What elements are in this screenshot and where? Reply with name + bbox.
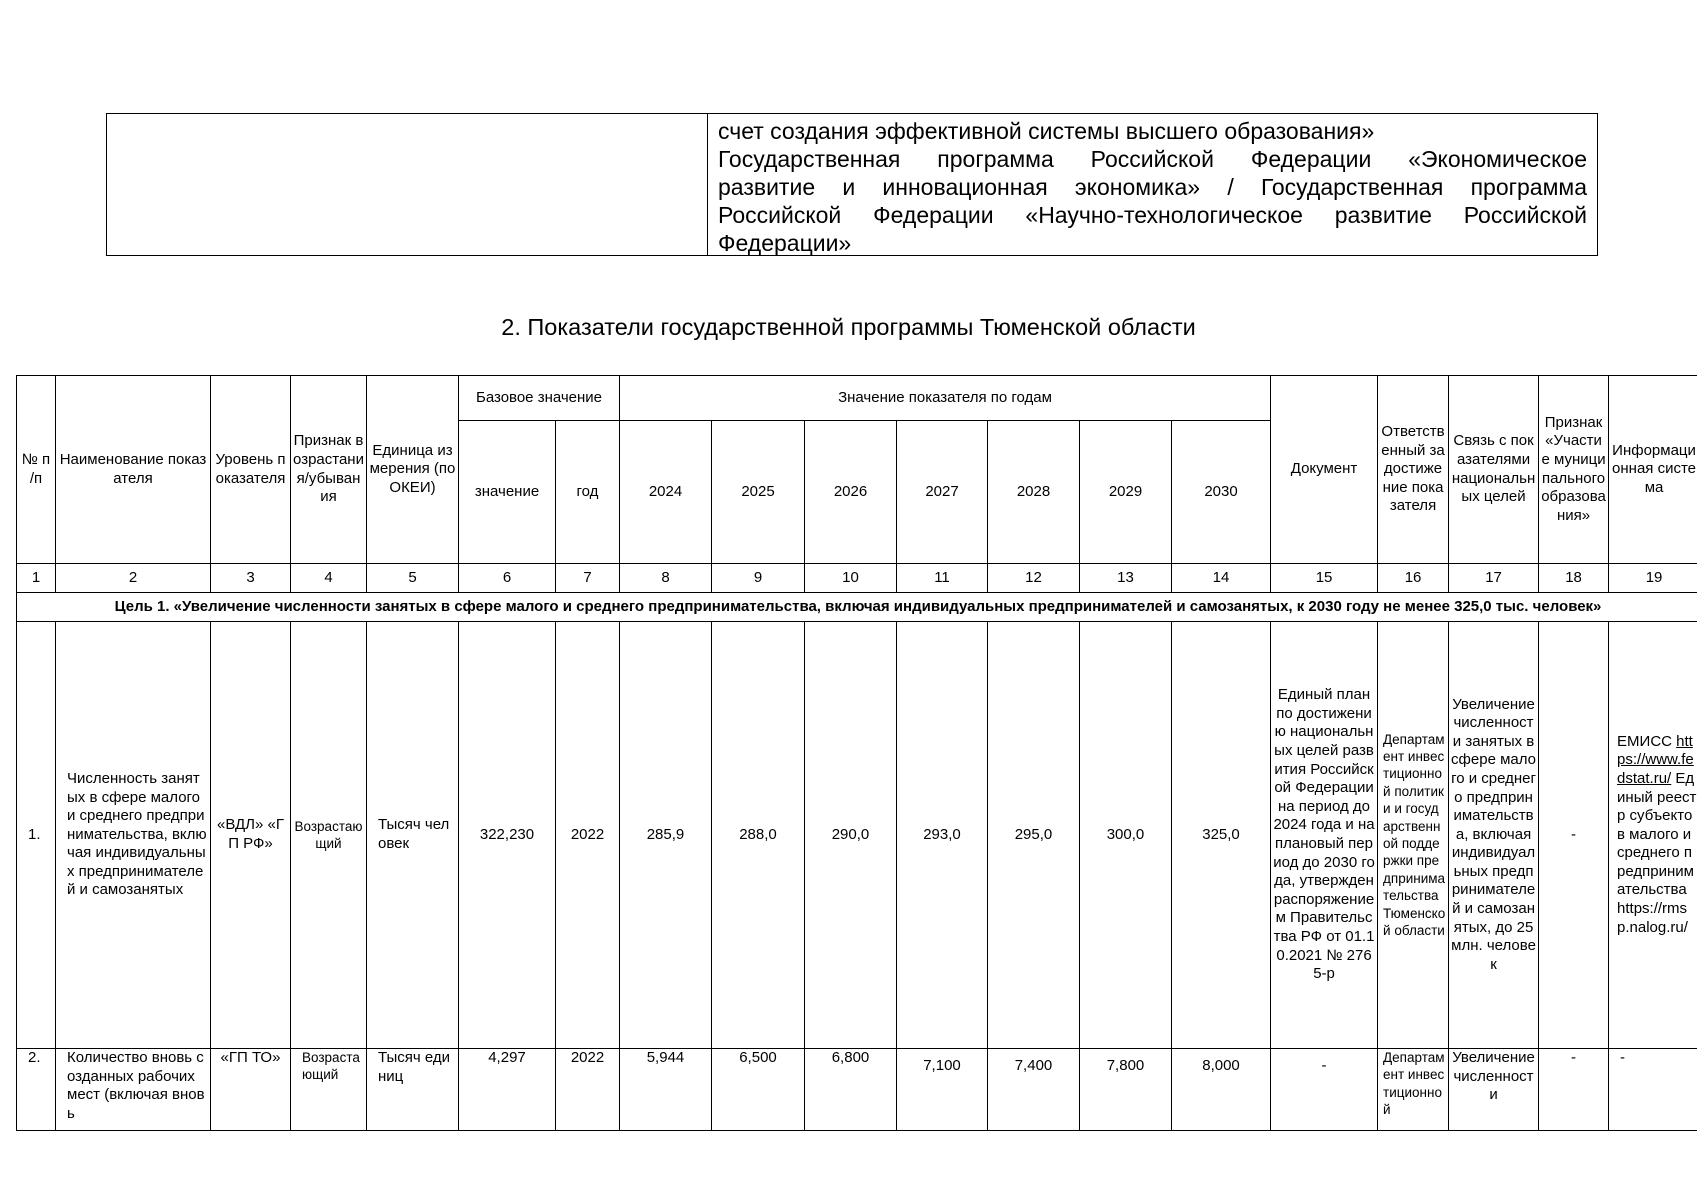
column-number: 2	[56, 564, 211, 593]
year-value: 293,0	[897, 622, 988, 1049]
column-number: 6	[459, 564, 556, 593]
section-title: 2. Показатели государственной программы Тюменской области	[501, 314, 1196, 340]
base-year: 2022	[556, 622, 620, 1049]
table-row	[17, 1049, 1697, 1131]
fedstat-link[interactable]: https://www.fedstat.ru/	[1617, 732, 1694, 787]
header-sign: Признак возрастания/убывания	[291, 376, 367, 564]
column-number: 9	[712, 564, 805, 593]
year-value: 288,0	[712, 622, 805, 1049]
indicator-sign: Возрастающий	[291, 1049, 367, 1131]
header-info-system: Информационная система	[1609, 376, 1697, 564]
header-level: Уровень показателя	[211, 376, 291, 564]
year-value: 300,0	[1080, 622, 1172, 1049]
year-value: 7,400	[988, 1049, 1080, 1131]
year-value: 285,9	[620, 622, 712, 1049]
text-line: Федерации»	[718, 230, 852, 256]
indicator-unit: Тысяч человек	[367, 622, 459, 1049]
national-goal-link: Увеличение численности	[1449, 1049, 1539, 1131]
header-responsible: Ответственный за достижение показателя	[1378, 376, 1449, 564]
header-year: 2025	[712, 421, 805, 564]
header-base-value: значение	[459, 421, 556, 564]
header-base-year: год	[556, 421, 620, 564]
row-num: 1.	[17, 622, 56, 1049]
document: -	[1271, 1049, 1378, 1131]
indicator-unit: Тысяч единиц	[367, 1049, 459, 1131]
info-system	[1609, 622, 1697, 1049]
base-value: 322,230	[459, 622, 556, 1049]
year-value: 8,000	[1172, 1049, 1271, 1131]
indicator-level: «ГП ТО»	[211, 1049, 291, 1131]
info-system-prefix: ЕМИСС	[1617, 732, 1672, 750]
year-value: 290,0	[805, 622, 897, 1049]
responsible: Департамент инвестиционной	[1378, 1049, 1449, 1131]
header-unit: Единица измерения (по ОКЕИ)	[367, 376, 459, 564]
header-year: 2028	[988, 421, 1080, 564]
column-number: 11	[897, 564, 988, 593]
header-years-group: Значение показателя по годам	[620, 376, 1271, 421]
document: Единый план по достижению национальных целей развития Российской Федерации на период до 2024 года и на плановый период до 2030 года, утвержден распоряжением Правительства РФ от 01.10.2021 № 2765-р	[1271, 622, 1378, 1049]
column-number: 14	[1172, 564, 1271, 593]
text-line: счет создания эффективной системы высшего образования»	[718, 118, 1375, 144]
column-number: 4	[291, 564, 367, 593]
column-number: 7	[556, 564, 620, 593]
column-number: 3	[211, 564, 291, 593]
header-link: Связь с показателями национальных целей	[1449, 376, 1539, 564]
year-value: 325,0	[1172, 622, 1271, 1049]
column-number: 19	[1609, 564, 1697, 593]
goal-programs-text	[718, 117, 1587, 257]
header-year: 2027	[897, 421, 988, 564]
column-number: 1	[17, 564, 56, 593]
indicators-table	[16, 375, 1697, 1131]
indicator-sign: Возрастающий	[291, 622, 367, 1049]
indicator-name: Количество вновь созданных рабочих мест (включая вновь	[56, 1049, 211, 1131]
text-line: Российской Федерации «Научно-технологическое развитие Российской	[718, 202, 1587, 228]
column-number: 5	[367, 564, 459, 593]
column-divider	[707, 114, 708, 255]
column-number: 16	[1378, 564, 1449, 593]
column-number: 12	[988, 564, 1080, 593]
year-value: 5,944	[620, 1049, 712, 1131]
header-num: № п /п	[17, 376, 56, 564]
indicator-name: Численность занятых в сфере малого и среднего предпринимательства, включая индивидуальных предпринимателей и самозанятых	[56, 622, 211, 1049]
year-value: 6,500	[712, 1049, 805, 1131]
continuation-table	[106, 113, 1598, 256]
header-base-group: Базовое значение	[459, 376, 620, 421]
indicator-level: «ВДЛ» «ГП РФ»	[211, 622, 291, 1049]
base-year: 2022	[556, 1049, 620, 1131]
municipal-flag: -	[1539, 622, 1609, 1049]
column-number: 8	[620, 564, 712, 593]
row-num: 2.	[17, 1049, 56, 1131]
responsible: Департамент инвестиционной политики и государственной поддержки предпринимательства Тюменской области	[1378, 622, 1449, 1049]
goal-heading: Цель 1. «Увеличение численности занятых в сфере малого и среднего предпринимательства, включая индивидуальных предпринимателей и самозанятых, к 2030 году не менее 325,0 тыс. человек»	[17, 593, 1697, 622]
year-value: 7,800	[1080, 1049, 1172, 1131]
column-number: 10	[805, 564, 897, 593]
text-line: Государственная программа Российской Федерации «Экономическое	[718, 146, 1587, 172]
national-goal-link: Увеличение численности занятых в сфере малого и среднего предпринимательства, включая индивидуальных предпринимателей и самозанятых, до 25 млн. человек	[1449, 622, 1539, 1049]
header-year: 2029	[1080, 421, 1172, 564]
column-number: 18	[1539, 564, 1609, 593]
info-system-suffix: Единый реестр субъектов малого и среднего предпринимательства https://rmsp.nalog.ru/	[1617, 769, 1697, 936]
column-number: 15	[1271, 564, 1378, 593]
table-row	[17, 622, 1697, 1049]
info-system: -	[1609, 1049, 1697, 1131]
header-year: 2024	[620, 421, 712, 564]
header-year: 2026	[805, 421, 897, 564]
year-value: 7,100	[897, 1049, 988, 1131]
year-value: 295,0	[988, 622, 1080, 1049]
header-year: 2030	[1172, 421, 1271, 564]
column-number: 17	[1449, 564, 1539, 593]
header-name: Наименование показателя	[56, 376, 211, 564]
header-municipal: Признак «Участие муниципального образования»	[1539, 376, 1609, 564]
municipal-flag: -	[1539, 1049, 1609, 1131]
header-document: Документ	[1271, 376, 1378, 564]
year-value: 6,800	[805, 1049, 897, 1131]
text-line: развитие и инновационная экономика» / Государственная программа	[718, 174, 1587, 200]
column-number: 13	[1080, 564, 1172, 593]
base-value: 4,297	[459, 1049, 556, 1131]
